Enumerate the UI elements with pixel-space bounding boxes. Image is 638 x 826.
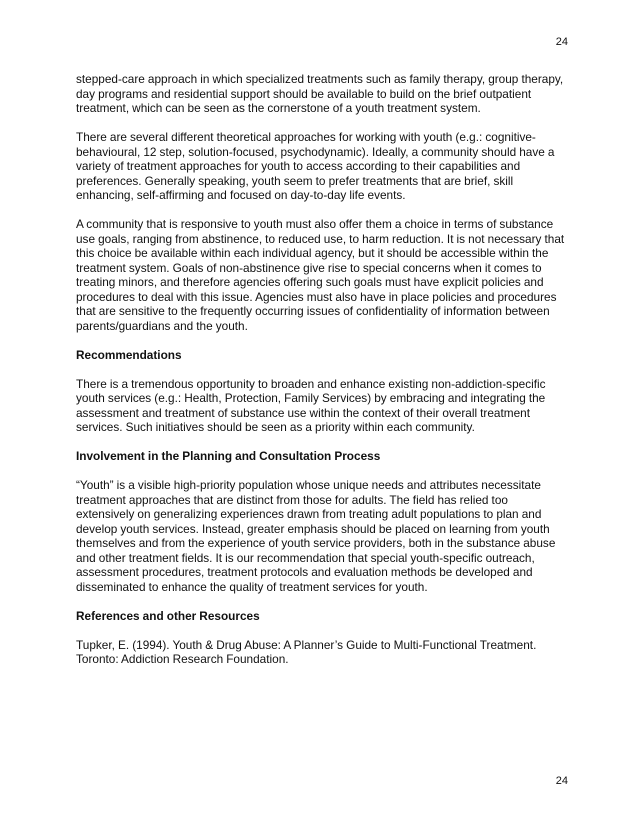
paragraph-stepped-care: stepped-care approach in which specialized treatments such as family therapy, group therapy, day programs and residential support should be available to build on the brief outpatient treatment, which can be seen as the cornerstone of a youth treatment system. — [76, 72, 564, 115]
heading-recommendations: Recommendations — [76, 347, 182, 362]
page-content — [76, 72, 566, 681]
paragraph-substance-use-goals: A community that is responsive to youth must also offer them a choice in terms of substance use goals, ranging from abstinence, to reduced use, to harm reduction. It is not necessary that this choice be available within each individual agency, but it should be accessible within the treatment system. Goals of non-abstinence give rise to special concerns when it comes to treating minors, and therefore agencies offering such goals must have explicit policies and procedures to deal with this issue. Agencies must also have in place policies and procedures that are sensitive to the frequently occurring issues of confidentiality of information between parents/guardians and the youth. — [76, 217, 565, 333]
paragraph-recommendations: There is a tremendous opportunity to broaden and enhance existing non-addiction-specific youth services (e.g.: Health, Protection, Family Services) by embracing and integrating the assessment and treatment of substance use within the context of their overall treatment services. Such initiatives should be seen as a priority within each community. — [76, 376, 546, 434]
page-number-top: 24 — [555, 36, 568, 48]
heading-references: References and other Resources — [76, 608, 260, 623]
reference-entry: Tupker, E. (1994). Youth & Drug Abuse: A Planner’s Guide to Multi-Functional Treatment. Toronto: Addiction Research Foundation. — [76, 637, 537, 666]
paragraph-involvement: “Youth” is a visible high-priority population whose unique needs and attributes necessitate treatment approaches that are distinct from those for adults. The field has relied too extensively on generalizing experiences drawn from treating adult populations to plan and develop youth services. Instead, greater emphasis should be placed on learning from youth themselves and from the experience of youth service providers, both in the substance abuse and other treatment fields. It is our recommendation that special youth-specific outreach, assessment procedures, treatment protocols and evaluation methods be developed and disseminated to enhance the quality of treatment services for youth. — [76, 478, 556, 594]
paragraph-theoretical-approaches: There are several different theoretical approaches for working with youth (e.g.: cognitive-behavioural, 12 step, solution-focused, psychodynamic). Ideally, a community should have a variety of treatment approaches for youth to access according to their capabilities and preferences. Generally speaking, youth seem to prefer treatments that are brief, skill enhancing, self-affirming and focused on day-to-day life events. — [76, 130, 555, 202]
page-number-bottom: 24 — [555, 775, 568, 787]
heading-involvement: Involvement in the Planning and Consultation Process — [76, 449, 381, 463]
